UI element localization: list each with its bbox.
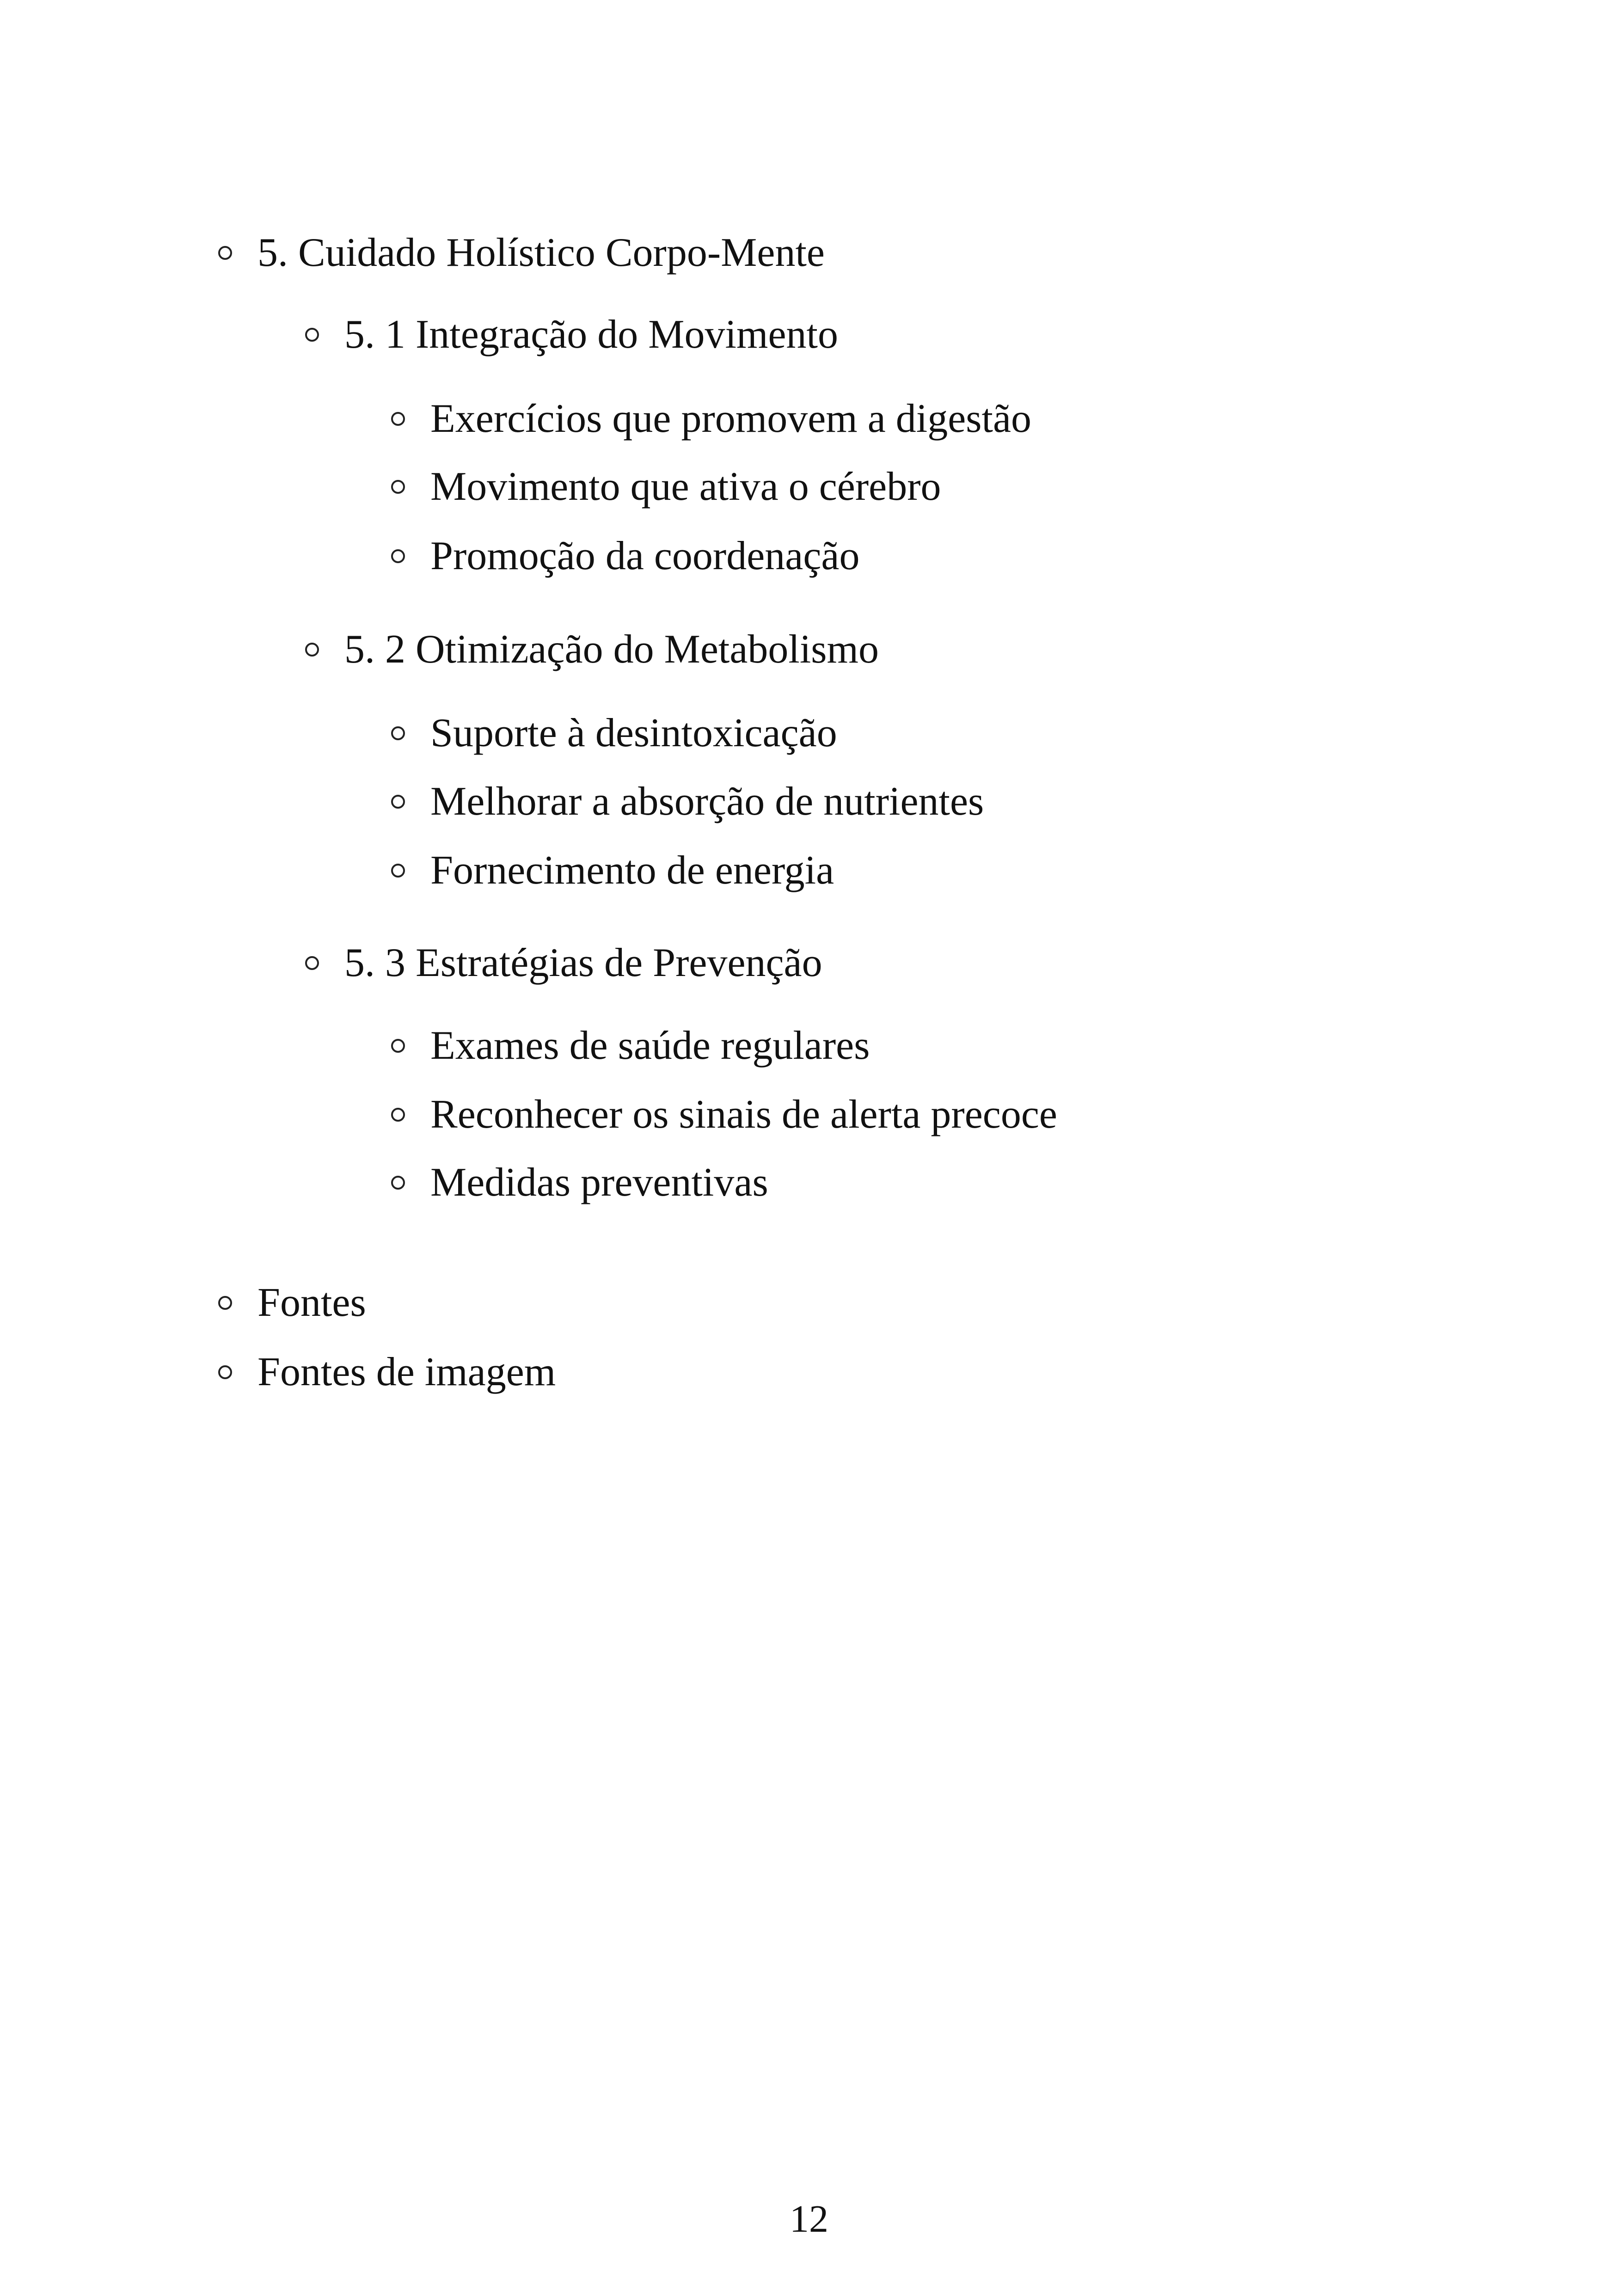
circle-bullet-icon [391, 412, 405, 426]
circle-bullet-icon [391, 1176, 405, 1190]
toc-item-5-3-b[interactable] [391, 1092, 1057, 1138]
circle-bullet-icon [391, 1108, 405, 1122]
toc-item-5-2-b[interactable] [391, 779, 984, 825]
toc-item-5-2[interactable] [305, 626, 879, 673]
toc-item-label: Exercícios que promovem a digestão [430, 396, 1032, 441]
circle-bullet-icon [305, 643, 319, 657]
toc-item-label: 5. 1 Integração do Movimento [344, 312, 838, 357]
page-number: 12 [790, 2198, 828, 2241]
toc-item-5-2-a[interactable] [391, 710, 837, 756]
toc-item-5-2-c[interactable] [391, 847, 834, 894]
toc-item-5-3-a[interactable] [391, 1023, 870, 1069]
circle-bullet-icon [218, 1365, 232, 1379]
toc-item-5-1-b[interactable] [391, 464, 941, 510]
toc-item-label: Promoção da coordenação [430, 534, 860, 578]
circle-bullet-icon [391, 795, 405, 809]
circle-bullet-icon [391, 549, 405, 563]
toc-item-label: Fornecimento de energia [430, 848, 834, 893]
circle-bullet-icon [218, 246, 232, 260]
toc-item-fontes-de-imagem[interactable] [218, 1349, 556, 1395]
circle-bullet-icon [391, 726, 405, 740]
toc-item-label: Medidas preventivas [430, 1160, 768, 1205]
toc-item-label: Fontes de imagem [257, 1350, 556, 1394]
toc-item-label: Movimento que ativa o cérebro [430, 464, 941, 509]
toc-item-label: Exames de saúde regulares [430, 1023, 870, 1068]
toc-item-5-3[interactable] [305, 940, 822, 986]
toc-item-label: Suporte à desintoxicação [430, 711, 837, 755]
toc-item-5[interactable] [218, 230, 825, 276]
toc-item-fontes[interactable] [218, 1280, 366, 1326]
circle-bullet-icon [218, 1296, 232, 1310]
toc-item-5-1-c[interactable] [391, 533, 859, 579]
circle-bullet-icon [305, 956, 319, 970]
toc-item-label: 5. Cuidado Holístico Corpo-Mente [257, 230, 825, 275]
circle-bullet-icon [391, 1039, 405, 1053]
toc-item-5-1[interactable] [305, 312, 838, 358]
toc-item-5-1-a[interactable] [391, 396, 1031, 442]
toc-item-label: Reconhecer os sinais de alerta precoce [430, 1092, 1057, 1137]
toc-item-label: Fontes [257, 1280, 366, 1325]
circle-bullet-icon [391, 864, 405, 878]
circle-bullet-icon [391, 480, 405, 494]
circle-bullet-icon [305, 328, 319, 342]
toc-item-5-3-c[interactable] [391, 1160, 768, 1206]
toc-item-label: Melhorar a absorção de nutrientes [430, 779, 984, 824]
toc-item-label: 5. 3 Estratégias de Prevenção [344, 940, 822, 985]
toc-item-label: 5. 2 Otimização do Metabolismo [344, 627, 879, 672]
